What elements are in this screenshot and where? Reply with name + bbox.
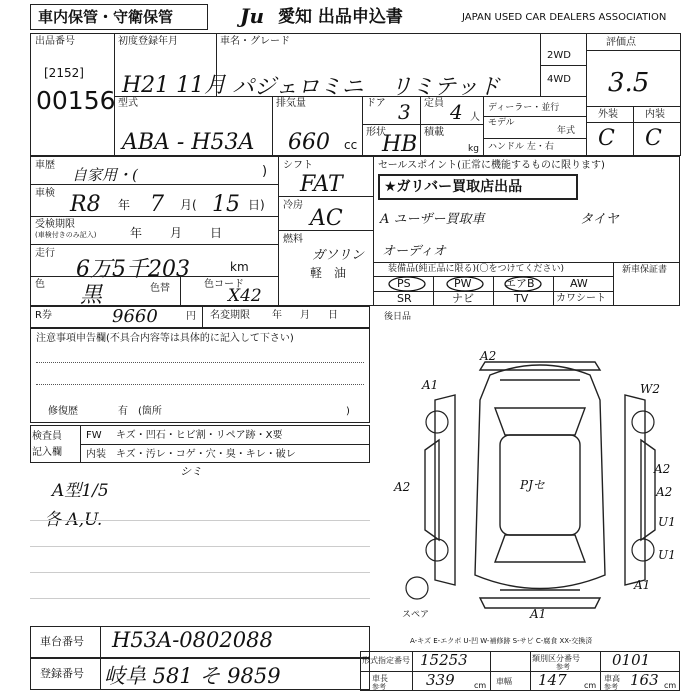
- width-value: 147: [538, 671, 567, 689]
- plate-label: 登録番号: [40, 667, 84, 680]
- load-unit: kg: [468, 144, 479, 154]
- inspection-unit-day: 日): [248, 198, 265, 212]
- name-change-units: 年 月 日: [272, 310, 342, 321]
- model-year-suffix: 年式: [557, 126, 576, 136]
- inspector-label-2: 記入欄: [32, 447, 62, 458]
- diagram-mark: A2: [480, 349, 497, 363]
- color-value: 黒: [80, 283, 103, 308]
- inspection-unit-month: 月(: [180, 198, 197, 212]
- recycle-value: 9660: [112, 306, 158, 327]
- class-label: 類別区分番号: [532, 654, 580, 663]
- drive-4wd: 4WD: [547, 74, 571, 85]
- type-label: 型式: [118, 98, 138, 109]
- diagram-mark: A2: [656, 485, 673, 499]
- dealer-label: ディーラー・並行: [488, 103, 560, 113]
- length-label: 車長: [372, 674, 388, 683]
- name-change-label: 名変期限: [210, 310, 250, 321]
- score-value: 3.5: [608, 68, 650, 98]
- mileage-label: 走行: [35, 248, 55, 259]
- interior-label: 内装: [645, 109, 665, 120]
- color-change-label: 色替: [150, 283, 170, 294]
- aftermarket-label: 後日品: [384, 312, 412, 322]
- diagram-mark: A1: [422, 378, 439, 392]
- equipment-circles: [373, 262, 613, 306]
- recycle-unit: 円: [186, 311, 196, 322]
- equip-pw: PW: [454, 277, 472, 290]
- drive-2wd: 2WD: [547, 50, 571, 61]
- displacement-value: 660: [288, 130, 330, 155]
- selling-points-label: セールスポイント(正常に機能するものに限ります): [378, 160, 605, 171]
- model-year-label: モデル: [488, 118, 515, 128]
- door-value: 3: [398, 100, 411, 124]
- equip-airbag: エアB: [505, 277, 535, 290]
- diagram-mark: PJセ: [520, 478, 545, 492]
- shift-value: FAT: [300, 172, 343, 197]
- equip-ps: PS: [397, 277, 411, 290]
- color-label: 色: [35, 279, 45, 290]
- equip-tv: TV: [514, 292, 529, 305]
- repair-label: 修復歴: [48, 406, 78, 417]
- inspection-month: 7: [150, 192, 164, 217]
- history-close: ): [262, 164, 268, 179]
- org-english-name: JAPAN USED CAR DEALERS ASSOCIATION: [462, 12, 667, 23]
- inspection-label: 車検: [35, 188, 55, 199]
- height-value: 163: [630, 671, 659, 689]
- receipt-units: 年 月 日: [130, 226, 231, 240]
- fuel-alt: 軽 油: [310, 266, 347, 280]
- fuel-label: 燃料: [283, 234, 303, 245]
- plate-value: 岐阜 581 そ 9859: [104, 664, 281, 688]
- height-sub: 参考: [604, 683, 618, 691]
- inspection-year: R8: [70, 192, 101, 217]
- door-label: ドア: [366, 98, 386, 109]
- width-label: 車幅: [496, 677, 512, 686]
- chassis-label: 車台番号: [40, 635, 84, 648]
- damage-legend: A-キズ E-エクボ U-凹 W-補修跡 S-サビ C-腐食 XX-交換済: [410, 637, 593, 645]
- diagram-mark: A1: [530, 607, 547, 621]
- class-value: 0101: [612, 651, 651, 669]
- mileage-unit: km: [230, 260, 249, 274]
- shift-label: シフト: [283, 160, 313, 171]
- inspection-unit-year: 年: [118, 198, 131, 212]
- equip-seat: カワシート: [556, 293, 606, 304]
- chassis-value: H53A-0802088: [112, 628, 273, 652]
- color-code-label: 色コード: [204, 279, 244, 290]
- selling-note-3: オーディオ: [382, 244, 446, 259]
- hand-note-1: シミ: [180, 465, 202, 478]
- displacement-label: 排気量: [276, 98, 306, 109]
- length-value: 339: [426, 671, 455, 689]
- capacity-value: 4: [450, 100, 463, 124]
- storage-label: 車内保管・守衛保管: [38, 8, 174, 26]
- ac-value: AC: [310, 206, 343, 231]
- fw-label: FW: [86, 430, 102, 441]
- hand-note-2: A型1/5: [52, 481, 109, 501]
- score-label: 評価点: [606, 37, 636, 48]
- length-sub: 参考: [372, 683, 386, 691]
- height-unit: cm: [664, 681, 677, 690]
- shape-value: HB: [382, 132, 418, 157]
- history-label: 車歴: [35, 160, 55, 171]
- mileage-value: 6万5千203: [76, 257, 190, 282]
- first-reg-value: H21 11月: [122, 73, 227, 98]
- receipt-label: 受検期限: [35, 219, 75, 230]
- diagram-mark: A2: [654, 462, 671, 476]
- equip-aw: AW: [570, 277, 588, 290]
- class-sub: 参考: [556, 663, 570, 671]
- recycle-label: R券: [35, 310, 52, 321]
- fuel-value: ガソリン: [312, 248, 365, 263]
- repair-close: ): [346, 406, 350, 417]
- diagram-mark: W2: [640, 382, 660, 396]
- shape-label: 形状: [366, 127, 386, 138]
- equip-navi: ナビ: [452, 292, 474, 305]
- type-value: ABA - H53A: [122, 130, 255, 155]
- lot-label: 出品番号: [35, 36, 75, 47]
- grade-value: リミテッド: [390, 75, 501, 100]
- spare-label: スペア: [402, 610, 430, 620]
- capacity-unit: 人: [470, 112, 480, 123]
- equip-sr: SR: [397, 292, 412, 305]
- handle-label: ハンドル 左・右: [488, 142, 554, 152]
- lot-number: 00156: [36, 86, 116, 115]
- selling-note-2: タイヤ: [580, 212, 619, 227]
- receipt-sub: (車検付きのみ記入): [35, 231, 97, 239]
- diagram-mark: A1: [634, 578, 651, 592]
- capacity-label: 定員: [424, 98, 444, 109]
- gulliver-badge: ★ガリバー買取店出品: [384, 179, 523, 195]
- history-value: 自家用・(: [72, 166, 138, 184]
- type-designation-value: 15253: [420, 651, 468, 669]
- form-title: 愛知 出品申込書: [278, 7, 403, 27]
- height-label: 車高: [604, 674, 620, 683]
- notes-label: 注意事項申告欄(不具合内容等は具体的に記入して下さい): [36, 333, 294, 344]
- interior-value: C: [645, 126, 662, 151]
- color-code-value: X42: [228, 286, 262, 306]
- inspection-day: 15: [212, 192, 240, 217]
- warranty-label: 新車保証書: [622, 265, 668, 275]
- interior-items: キズ・汚レ・コゲ・穴・臭・キレ・破レ: [116, 449, 296, 460]
- type-designation-label: 形式指定番号: [362, 656, 410, 665]
- model-value: パジェロミニ: [232, 75, 364, 100]
- length-unit: cm: [474, 681, 487, 690]
- model-label: 車名・グレード: [220, 36, 290, 47]
- first-reg-label: 初度登録年月: [118, 36, 178, 47]
- repair-value: 有 (箇所: [118, 406, 162, 417]
- exterior-label: 外装: [598, 109, 618, 120]
- diagram-mark: A2: [394, 480, 411, 494]
- lot-bracket-number: [2152]: [44, 66, 84, 80]
- inspector-label-1: 検査員: [32, 431, 62, 442]
- load-label: 積載: [424, 127, 444, 138]
- ac-label: 冷房: [283, 200, 303, 211]
- diagram-mark: U1: [658, 515, 676, 529]
- diagram-mark: U1: [658, 548, 676, 562]
- fw-items: キズ・凹石・ヒビ割・リペア跡・X要: [116, 430, 283, 441]
- equipment-label: 装備品(純正品に限る)(〇をつけてください): [388, 264, 565, 274]
- interior-items-label: 内装: [86, 449, 106, 460]
- hand-note-3: 各 A,U.: [44, 510, 103, 530]
- ju-logo: Ju: [240, 4, 265, 28]
- selling-note-1: A ユーザー買取車: [380, 212, 485, 227]
- width-unit: cm: [584, 681, 597, 690]
- exterior-value: C: [598, 126, 615, 151]
- displacement-unit: cc: [344, 138, 358, 152]
